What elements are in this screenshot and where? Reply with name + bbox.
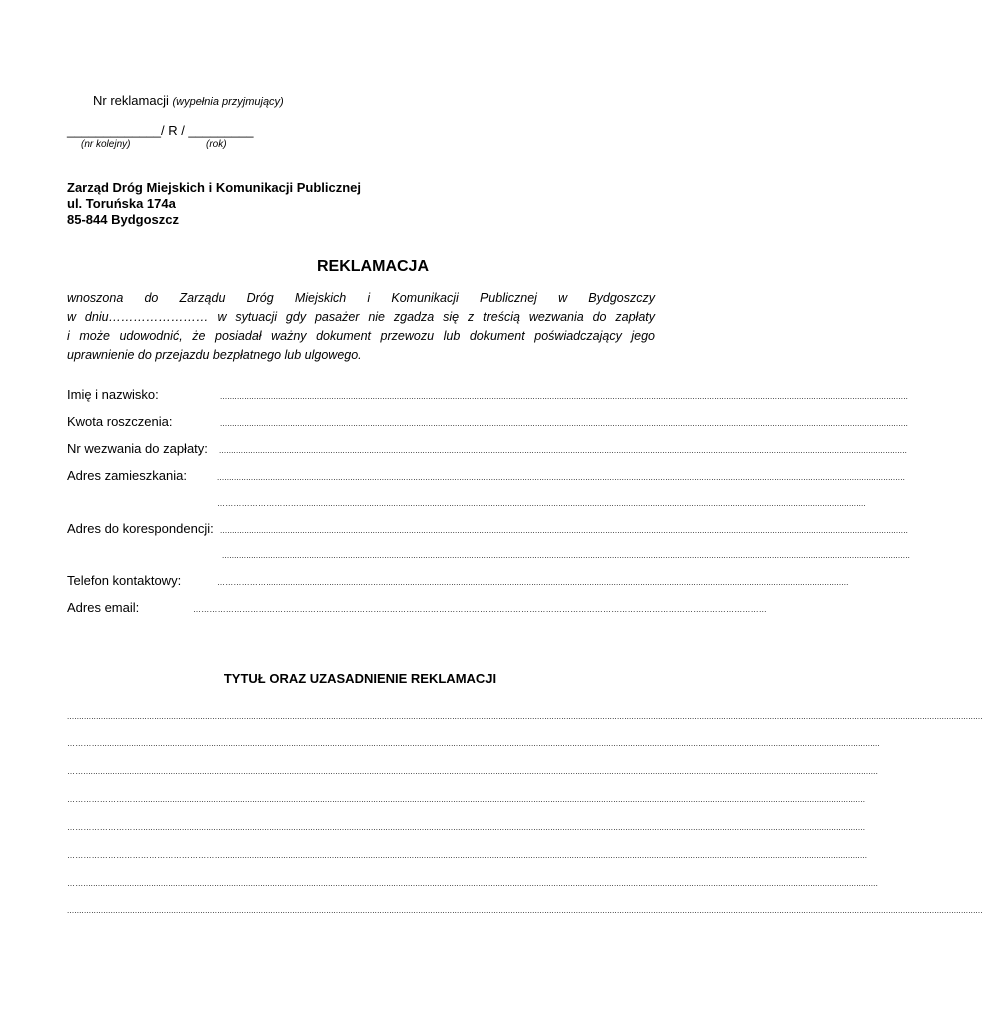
justification-line[interactable]: ……........................................................................................................................................................................................................................................................................................................................................ (67, 767, 879, 776)
intro-line: w dniu…………………… w sytuacji gdy pasażer nie zgadza się z treścią wezwania do zapłaty (67, 310, 655, 324)
complaint-number-label (93, 93, 284, 108)
intro-paragraph (67, 289, 655, 365)
justification-line[interactable]: ………….................................................................................................................................................................................................................................................................................................................................. (67, 739, 880, 748)
email-label: Adres email: (67, 600, 140, 615)
intro-line: i może udowodnić, że posiadał ważny dokument przewozu lub dokument poświadczający jego (67, 329, 655, 343)
name-label: Imię i nazwisko: (67, 387, 159, 402)
notice-number-input[interactable]: ............................................................................................................................................................................................................................................................................................ (219, 446, 908, 455)
sequence-number-caption: (nr kolejny) (81, 139, 131, 150)
address-input-line1[interactable]: ............................................................................................................................................................................................................................................................................................ (217, 473, 906, 482)
email-input[interactable]: ………………………………………………………………………………………………………………………………………………………………………………………… (193, 605, 767, 614)
phone-label: Telefon kontaktowy: (67, 573, 182, 588)
recipient-street: ul. Toruńska 174a (67, 196, 176, 211)
complaint-number-hint: (wypełnia przyjmujący) (172, 96, 284, 108)
correspondence-address-label: Adres do korespondencji: (67, 521, 214, 536)
amount-input[interactable]: ............................................................................................................................................................................................................................................................................................ (220, 419, 909, 428)
address-input-line2[interactable]: ………………………….......................................................................................................................................................................................................................................... (217, 499, 866, 508)
address-label: Adres zamieszkania: (67, 468, 187, 483)
justification-line[interactable]: ………………………........................................................................................................................................................................................................................................................................................................... (67, 823, 866, 832)
name-input[interactable]: ............................................................................................................................................................................................................................................................................................ (220, 392, 909, 401)
justification-line[interactable]: .......................................................................................................................................................................................................................................................................................................................................................................................... (67, 906, 983, 915)
justification-line[interactable]: ……........................................................................................................................................................................................................................................................................................................................................ (67, 879, 879, 888)
justification-line[interactable]: ………………………………………………….......................................................................................................................................................................................................................................................................... (67, 851, 868, 860)
justification-line[interactable]: ………………………........................................................................................................................................................................................................................................................................................................... (67, 795, 866, 804)
justification-title: TYTUŁ ORAZ UZASADNIENIE REKLAMACJI (223, 671, 497, 686)
recipient-name: Zarząd Dróg Miejskich i Komunikacji Publicznej (67, 180, 362, 195)
justification-line[interactable]: .......................................................................................................................................................................................................................................................................................................................................................................................... (67, 712, 983, 721)
correspondence-input-line1[interactable]: ............................................................................................................................................................................................................................................................................................ (220, 526, 909, 535)
intro-line: uprawnienie do przejazdu bezpłatnego lub ulgowego. (67, 348, 362, 362)
complaint-number-text: Nr reklamacji (93, 93, 169, 108)
document-title: REKLAMACJA (317, 258, 429, 275)
intro-line: wnoszona do Zarządu Dróg Miejskich i Komunikacji Publicznej w Bydgoszczy (67, 291, 655, 305)
correspondence-input-line2[interactable]: ............................................................................................................................................................................................................................................................................................ (222, 551, 911, 560)
year-caption: (rok) (206, 139, 227, 150)
phone-input[interactable]: ………………...........................................….................................................................................................................................................................................................. (217, 578, 849, 587)
amount-label: Kwota roszczenia: (67, 414, 173, 429)
recipient-address (67, 180, 361, 228)
notice-number-label: Nr wezwania do zapłaty: (67, 441, 208, 456)
complaint-number-field[interactable]: _____________/ R / _________ (67, 123, 254, 138)
recipient-city: 85-844 Bydgoszcz (67, 212, 179, 227)
